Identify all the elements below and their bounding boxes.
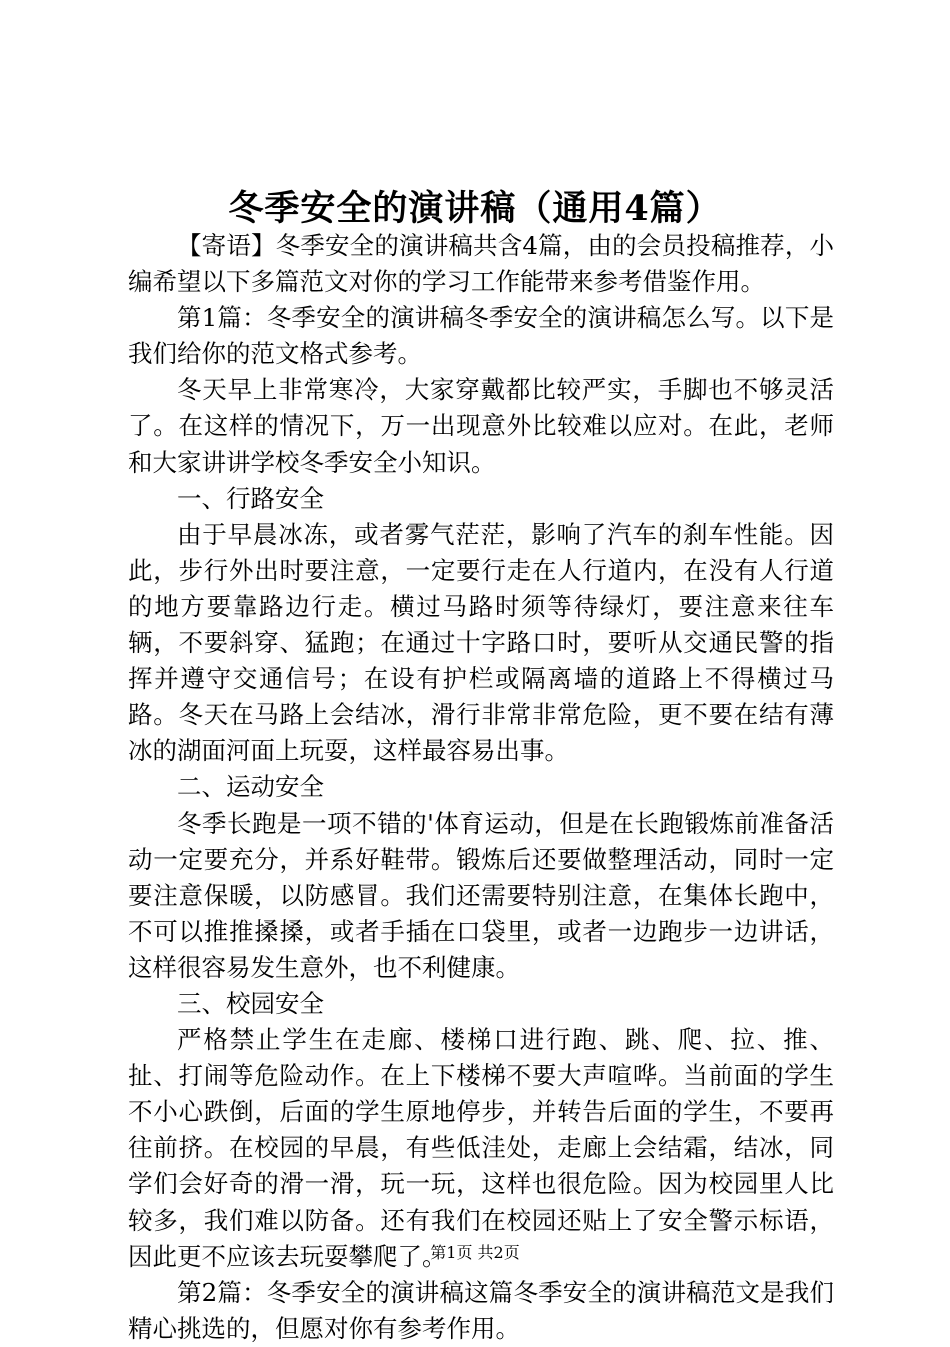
page-number-footer: 第1页 共2页 [430, 1243, 520, 1262]
paragraph-preface: 【寄语】冬季安全的演讲稿共含4篇，由的会员投稿推荐，小编希望以下多篇范文对你的学习工作能带来参考借鉴作用。 [128, 231, 834, 297]
section-heading-road-safety: 一、行路安全 [177, 483, 324, 513]
paragraph-article-1-intro: 第1篇：冬季安全的演讲稿冬季安全的演讲稿怎么写。以下是我们给你的范文格式参考。 [128, 303, 834, 369]
document-title: 冬季安全的演讲稿（通用4篇） [228, 188, 722, 229]
section-heading-campus-safety: 三、校园安全 [177, 988, 324, 1018]
paragraph-campus-safety: 严格禁止学生在走廊、楼梯口进行跑、跳、爬、拉、推、扯、打闹等危险动作。在上下楼梯不要大声喧哗。当前面的学生不小心跌倒，后面的学生原地停步，并转告后面的学生，不要再往前挤。在校园的早晨，有些低洼处，走廊上会结霜，结冰，同学们会好奇的滑一滑，玩一玩，这样也很危险。因为校园里人比较多，我们难以防备。还有我们在校园还贴上了安全警示标语，因此更不应该去玩耍攀爬了。 [128, 1025, 834, 1271]
document-body [128, 228, 834, 1347]
paragraph-road-safety: 由于早晨冰冻，或者雾气茫茫，影响了汽车的刹车性能。因此，步行外出时要注意，一定要行走在人行道内，在没有人行道的地方要靠路边行走。横过马路时须等待绿灯，要注意来往车辆，不要斜穿、猛跑；在通过十字路口时，要听从交通民警的指挥并遵守交通信号；在设有护栏或隔离墙的道路上不得横过马路。冬天在马路上会结冰，滑行非常非常危险，更不要在结有薄冰的湖面河面上玩耍，这样最容易出事。 [128, 519, 834, 766]
paragraph-article-2-intro: 第2篇：冬季安全的演讲稿这篇冬季安全的演讲稿范文是我们精心挑选的，但愿对你有参考作用。 [128, 1277, 834, 1343]
paragraph-sports-safety: 冬季长跑是一项不错的'体育运动，但是在长跑锻炼前准备活动一定要充分，并系好鞋带。锻炼后还要做整理活动，同时一定要注意保暖，以防感冒。我们还需要特别注意，在集体长跑中，不可以推推搡搡，或者手插在口袋里，或者一边跑步一边讲话，这样很容易发生意外，也不利健康。 [128, 808, 834, 982]
paragraph-opening: 冬天早上非常寒冷，大家穿戴都比较严实，手脚也不够灵活了。在这样的情况下，万一出现意外比较难以应对。在此，老师和大家讲讲学校冬季安全小知识。 [128, 375, 834, 477]
section-heading-sports-safety: 二、运动安全 [177, 772, 324, 802]
